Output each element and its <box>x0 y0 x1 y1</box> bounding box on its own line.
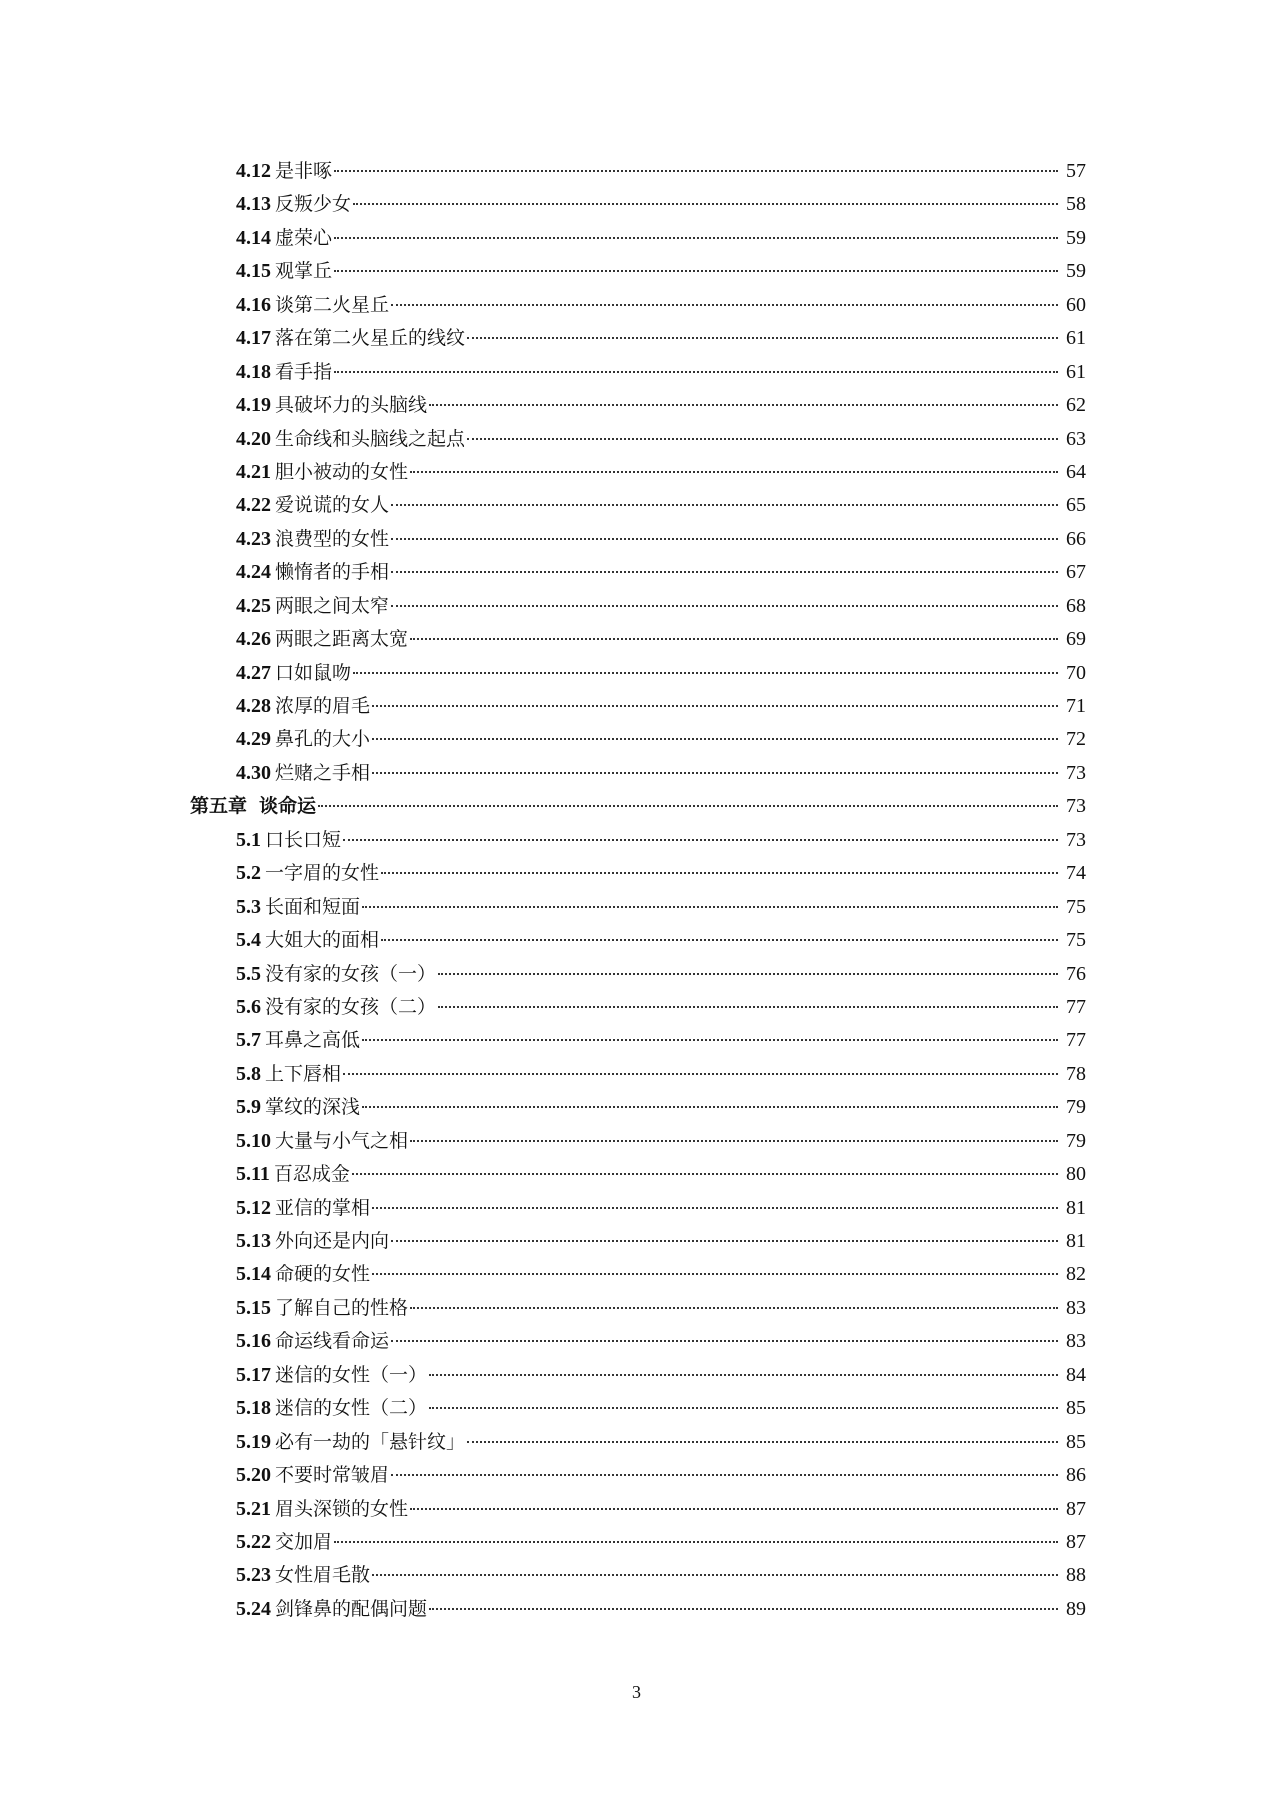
dot-leader <box>438 973 1058 975</box>
toc-section-entry[interactable] <box>190 523 1086 556</box>
entry-number: 5.19 <box>236 1430 271 1453</box>
dot-leader <box>362 1039 1058 1041</box>
dot-leader <box>467 438 1058 440</box>
entry-page-number: 59 <box>1066 260 1086 283</box>
entry-title: 掌纹的深浅 <box>265 1096 361 1119</box>
entry-title: 大姐大的面相 <box>265 929 380 952</box>
entry-number: 5.2 <box>236 862 261 885</box>
entry-number: 5.23 <box>236 1564 271 1587</box>
entry-title: 必有一劫的「悬针纹」 <box>275 1430 466 1453</box>
toc-section-entry[interactable] <box>190 1359 1086 1392</box>
entry-number: 5.24 <box>236 1597 271 1620</box>
entry-number: 4.12 <box>236 160 271 182</box>
entry-title: 了解自己的性格 <box>275 1296 409 1319</box>
toc-section-entry[interactable] <box>190 1325 1086 1358</box>
toc-section-entry[interactable] <box>190 556 1086 589</box>
entry-title: 不要时常皱眉 <box>275 1464 390 1487</box>
entry-page-number: 64 <box>1066 460 1086 483</box>
entry-number: 5.13 <box>236 1230 271 1252</box>
entry-page-number: 73 <box>1066 795 1086 818</box>
entry-title: 具破坏力的头脑线 <box>275 394 428 417</box>
entry-page-number: 87 <box>1066 1530 1086 1553</box>
dot-leader <box>372 772 1058 774</box>
entry-number: 5.20 <box>236 1464 271 1487</box>
entry-number: 4.20 <box>236 427 271 450</box>
entry-number: 5.12 <box>236 1196 271 1219</box>
toc-section-entry[interactable] <box>190 590 1086 623</box>
toc-chapter-entry[interactable] <box>190 790 1086 823</box>
dot-leader <box>429 1407 1058 1409</box>
entry-number: 4.26 <box>236 628 271 651</box>
entry-title: 亚信的掌相 <box>275 1196 371 1219</box>
dot-leader <box>372 705 1058 707</box>
entry-number: 5.7 <box>236 1029 261 1052</box>
toc-section-entry[interactable] <box>190 222 1086 255</box>
entry-number: 5.6 <box>236 995 261 1018</box>
entry-title: 交加眉 <box>275 1530 333 1553</box>
dot-leader <box>391 1240 1058 1242</box>
entry-title: 爱说谎的女人 <box>275 494 390 517</box>
entry-number: 5.8 <box>236 1062 261 1085</box>
toc-section-entry[interactable] <box>190 489 1086 522</box>
entry-title: 耳鼻之高低 <box>265 1029 361 1052</box>
entry-page-number: 85 <box>1066 1430 1086 1453</box>
toc-section-entry[interactable] <box>190 623 1086 656</box>
toc-section-entry[interactable] <box>190 690 1086 723</box>
entry-page-number: 79 <box>1066 1096 1086 1119</box>
entry-title: 女性眉毛散 <box>275 1564 371 1587</box>
entry-page-number: 83 <box>1066 1330 1086 1353</box>
entry-page-number: 73 <box>1066 828 1086 851</box>
dot-leader <box>381 872 1058 874</box>
entry-page-number: 70 <box>1066 661 1086 684</box>
entry-number: 5.18 <box>236 1397 271 1420</box>
dot-leader <box>334 371 1058 373</box>
entry-title: 浓厚的眉毛 <box>275 695 371 717</box>
dot-leader <box>352 1173 1058 1175</box>
entry-title: 两眼之间太窄 <box>275 594 390 617</box>
toc-section-entry[interactable] <box>190 1292 1086 1325</box>
toc-section-entry[interactable] <box>190 1392 1086 1425</box>
toc-section-entry[interactable] <box>190 188 1086 221</box>
page-number: 3 <box>632 1682 641 1702</box>
entry-number: 5.15 <box>236 1296 271 1319</box>
toc-section-entry[interactable] <box>190 1559 1086 1592</box>
toc-section-entry[interactable] <box>190 757 1086 790</box>
toc-section-entry[interactable] <box>190 389 1086 422</box>
entry-number: 5.17 <box>236 1363 271 1386</box>
dot-leader <box>410 638 1058 640</box>
dot-leader <box>391 1474 1058 1476</box>
entry-title: 百忍成金 <box>273 1163 350 1186</box>
entry-title: 是非啄 <box>275 160 333 182</box>
entry-page-number: 84 <box>1066 1363 1086 1386</box>
entry-page-number: 77 <box>1066 1029 1086 1052</box>
entry-title: 观掌丘 <box>275 260 333 283</box>
entry-number: 5.14 <box>236 1263 271 1286</box>
toc-section-entry[interactable] <box>190 1192 1086 1225</box>
toc-section-entry[interactable] <box>190 1058 1086 1091</box>
entry-page-number: 88 <box>1066 1564 1086 1587</box>
entry-title: 虚荣心 <box>275 226 333 249</box>
entry-title: 眉头深锁的女性 <box>275 1497 409 1520</box>
toc-section-entry[interactable] <box>190 1593 1086 1626</box>
entry-page-number: 62 <box>1066 394 1086 417</box>
entry-number: 4.18 <box>236 360 271 383</box>
entry-title: 烂赌之手相 <box>275 761 371 784</box>
entry-page-number: 75 <box>1066 895 1086 918</box>
entry-page-number: 85 <box>1066 1397 1086 1420</box>
entry-page-number: 66 <box>1066 527 1086 550</box>
entry-title: 谈第二火星丘 <box>275 293 390 316</box>
entry-page-number: 69 <box>1066 628 1086 651</box>
entry-title: 外向还是内向 <box>275 1230 390 1252</box>
entry-page-number: 73 <box>1066 761 1086 784</box>
entry-number: 4.28 <box>236 695 271 717</box>
dot-leader <box>372 738 1058 740</box>
entry-title: 剑锋鼻的配偶问题 <box>275 1597 428 1620</box>
entry-page-number: 77 <box>1066 995 1086 1018</box>
toc-section-entry[interactable] <box>190 1258 1086 1291</box>
dot-leader <box>438 1006 1058 1008</box>
dot-leader <box>391 304 1058 306</box>
dot-leader <box>391 1340 1058 1342</box>
entry-page-number: 57 <box>1066 160 1086 182</box>
dot-leader <box>467 1441 1058 1443</box>
entry-number: 5.9 <box>236 1096 261 1119</box>
entry-page-number: 86 <box>1066 1464 1086 1487</box>
toc-section-entry[interactable] <box>190 1493 1086 1526</box>
entry-title: 落在第二火星丘的线纹 <box>275 327 466 350</box>
entry-title: 大量与小气之相 <box>275 1129 409 1152</box>
entry-title: 迷信的女性（二） <box>275 1397 428 1420</box>
dot-leader <box>318 805 1058 807</box>
entry-number: 5.1 <box>236 828 261 851</box>
dot-leader <box>410 1307 1058 1309</box>
entry-title: 口如鼠吻 <box>275 661 352 684</box>
entry-number: 4.23 <box>236 527 271 550</box>
entry-title: 一字眉的女性 <box>265 862 380 885</box>
table-of-contents <box>190 155 1086 1626</box>
entry-title: 生命线和头脑线之起点 <box>275 427 466 450</box>
entry-number: 5.10 <box>236 1129 271 1152</box>
entry-page-number: 83 <box>1066 1296 1086 1319</box>
entry-number: 4.29 <box>236 728 271 751</box>
entry-number: 4.24 <box>236 561 271 584</box>
entry-title: 两眼之距离太宽 <box>275 628 409 651</box>
entry-title: 反叛少女 <box>275 193 352 216</box>
toc-section-entry[interactable] <box>190 1158 1086 1191</box>
entry-number: 5.4 <box>236 929 261 952</box>
toc-section-entry[interactable] <box>190 456 1086 489</box>
dot-leader <box>391 571 1058 573</box>
entry-number: 4.17 <box>236 327 271 350</box>
entry-page-number: 61 <box>1066 327 1086 350</box>
entry-page-number: 59 <box>1066 226 1086 249</box>
dot-leader <box>391 504 1058 506</box>
entry-title: 鼻孔的大小 <box>275 728 371 751</box>
entry-title: 浪费型的女性 <box>275 527 390 550</box>
dot-leader <box>353 203 1058 205</box>
dot-leader <box>391 538 1058 540</box>
toc-section-entry[interactable] <box>190 991 1086 1024</box>
entry-title: 谈命运 <box>259 795 317 818</box>
toc-section-entry[interactable] <box>190 322 1086 355</box>
entry-number: 4.25 <box>236 594 271 617</box>
entry-title: 没有家的女孩（一） <box>265 962 437 985</box>
entry-title: 懒惰者的手相 <box>275 561 390 584</box>
entry-page-number: 60 <box>1066 293 1086 316</box>
entry-page-number: 80 <box>1066 1163 1086 1186</box>
toc-section-entry[interactable] <box>190 824 1086 857</box>
toc-section-entry[interactable] <box>190 155 1086 188</box>
entry-page-number: 65 <box>1066 494 1086 517</box>
entry-number: 5.22 <box>236 1530 271 1553</box>
entry-page-number: 61 <box>1066 360 1086 383</box>
entry-page-number: 89 <box>1066 1597 1086 1620</box>
entry-title: 命硬的女性 <box>275 1263 371 1286</box>
entry-number: 5.5 <box>236 962 261 985</box>
entry-number: 4.13 <box>236 193 271 216</box>
dot-leader <box>362 906 1058 908</box>
entry-number: 5.3 <box>236 895 261 918</box>
dot-leader <box>429 1608 1058 1610</box>
entry-page-number: 71 <box>1066 695 1086 717</box>
toc-section-entry[interactable] <box>190 255 1086 288</box>
toc-section-entry[interactable] <box>190 1526 1086 1559</box>
entry-page-number: 81 <box>1066 1196 1086 1219</box>
entry-page-number: 76 <box>1066 962 1086 985</box>
entry-page-number: 82 <box>1066 1263 1086 1286</box>
entry-title: 上下唇相 <box>265 1062 342 1085</box>
toc-section-entry[interactable] <box>190 723 1086 756</box>
dot-leader <box>429 1374 1058 1376</box>
dot-leader <box>334 170 1058 172</box>
entry-title: 长面和短面 <box>265 895 361 918</box>
dot-leader <box>372 1207 1058 1209</box>
dot-leader <box>410 1140 1058 1142</box>
entry-number: 4.30 <box>236 761 271 784</box>
dot-leader <box>467 337 1058 339</box>
toc-section-entry[interactable] <box>190 1125 1086 1158</box>
dot-leader <box>353 672 1058 674</box>
entry-page-number: 58 <box>1066 193 1086 216</box>
toc-section-entry[interactable] <box>190 1024 1086 1057</box>
entry-page-number: 78 <box>1066 1062 1086 1085</box>
dot-leader <box>362 1106 1058 1108</box>
entry-number: 5.11 <box>236 1163 270 1186</box>
entry-number: 第五章 <box>190 795 248 818</box>
toc-section-entry[interactable] <box>190 657 1086 690</box>
entry-number: 4.22 <box>236 494 271 517</box>
toc-section-entry[interactable] <box>190 1426 1086 1459</box>
entry-number: 5.21 <box>236 1497 271 1520</box>
dot-leader <box>391 605 1058 607</box>
dot-leader <box>343 1073 1058 1075</box>
dot-leader <box>334 270 1058 272</box>
toc-section-entry[interactable] <box>190 423 1086 456</box>
entry-page-number: 75 <box>1066 929 1086 952</box>
dot-leader <box>372 1273 1058 1275</box>
dot-leader <box>410 471 1058 473</box>
entry-number: 4.16 <box>236 293 271 316</box>
entry-page-number: 79 <box>1066 1129 1086 1152</box>
entry-page-number: 68 <box>1066 594 1086 617</box>
entry-title: 看手指 <box>275 360 333 383</box>
entry-title: 命运线看命运 <box>275 1330 390 1353</box>
dot-leader <box>429 404 1058 406</box>
toc-section-entry[interactable] <box>190 924 1086 957</box>
entry-page-number: 72 <box>1066 728 1086 751</box>
dot-leader <box>343 839 1058 841</box>
toc-section-entry[interactable] <box>190 1225 1086 1258</box>
entry-number: 4.21 <box>236 460 271 483</box>
entry-title: 迷信的女性（一） <box>275 1363 428 1386</box>
dot-leader <box>334 237 1058 239</box>
dot-leader <box>410 1508 1058 1510</box>
toc-section-entry[interactable] <box>190 289 1086 322</box>
toc-section-entry[interactable] <box>190 1459 1086 1492</box>
entry-page-number: 87 <box>1066 1497 1086 1520</box>
entry-number: 4.14 <box>236 226 271 249</box>
toc-section-entry[interactable] <box>190 958 1086 991</box>
entry-number: 5.16 <box>236 1330 271 1353</box>
toc-section-entry[interactable] <box>190 857 1086 890</box>
entry-number: 4.15 <box>236 260 271 283</box>
entry-page-number: 81 <box>1066 1230 1086 1252</box>
entry-number: 4.19 <box>236 394 271 417</box>
dot-leader <box>372 1574 1058 1576</box>
toc-section-entry[interactable] <box>190 891 1086 924</box>
toc-section-entry[interactable] <box>190 1091 1086 1124</box>
entry-title: 口长口短 <box>265 828 342 851</box>
entry-number: 4.27 <box>236 661 271 684</box>
dot-leader <box>334 1541 1058 1543</box>
entry-title: 没有家的女孩（二） <box>265 995 437 1018</box>
entry-title: 胆小被动的女性 <box>275 460 409 483</box>
dot-leader <box>381 939 1058 941</box>
toc-section-entry[interactable] <box>190 356 1086 389</box>
entry-page-number: 67 <box>1066 561 1086 584</box>
entry-page-number: 63 <box>1066 427 1086 450</box>
entry-page-number: 74 <box>1066 862 1086 885</box>
